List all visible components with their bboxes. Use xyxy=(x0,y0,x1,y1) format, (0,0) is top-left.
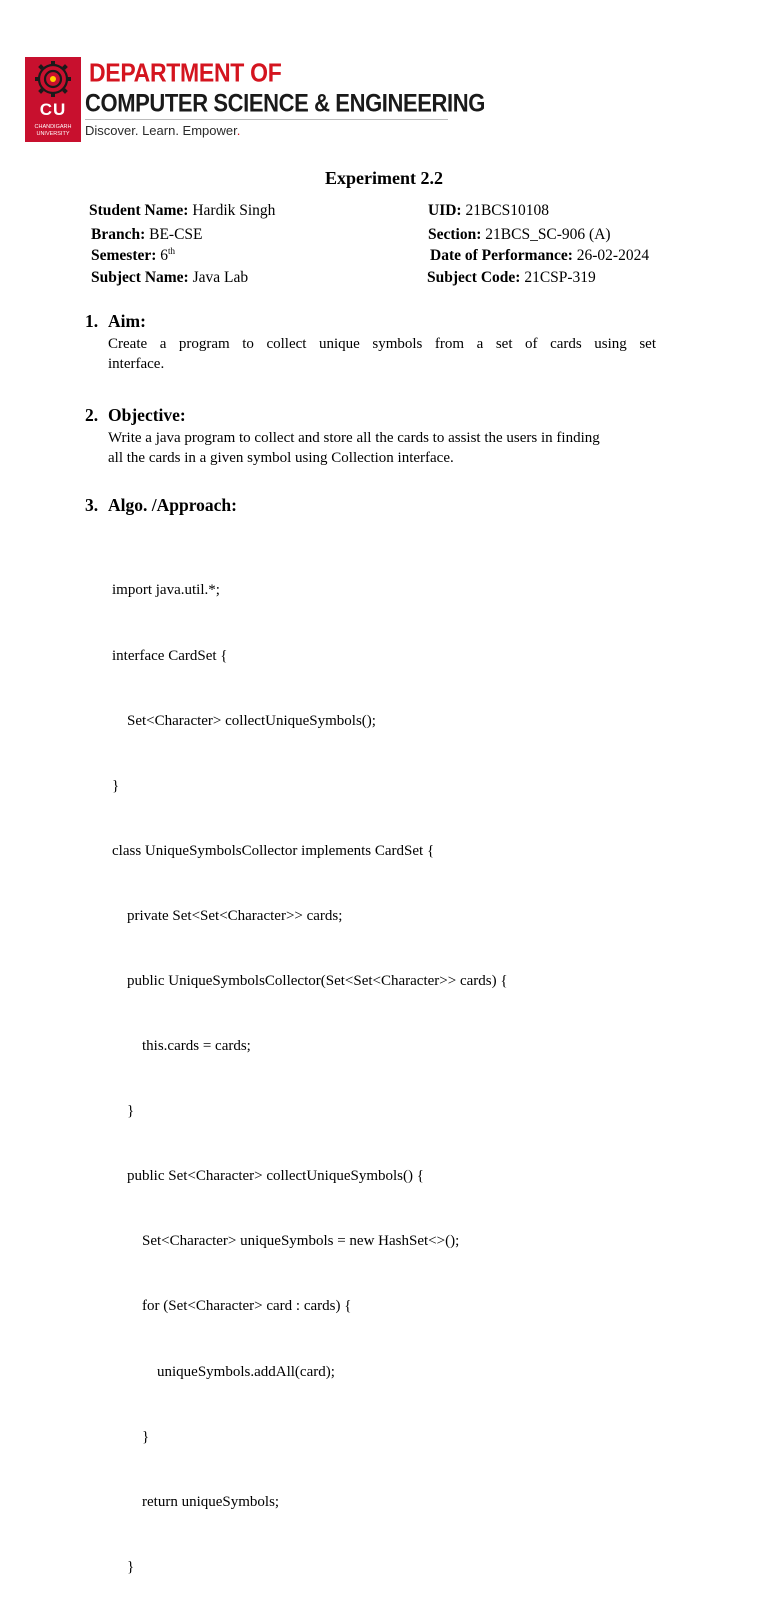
approach-number: 3. xyxy=(85,495,99,515)
objective-line1: Write a java program to collect and store all the cards to assist the users in finding xyxy=(108,430,600,446)
aim-number: 1. xyxy=(85,311,99,331)
code-line: uniqueSymbols.addAll(card); xyxy=(112,1363,335,1380)
code-line: this.cards = cards; xyxy=(112,1038,251,1055)
student-name-value: Hardik Singh xyxy=(192,202,276,219)
section-label: Section: xyxy=(428,226,482,243)
aim-heading-text: Aim: xyxy=(108,311,146,331)
logo-cu-text: CU xyxy=(39,100,67,119)
code-line: Set<Character> collectUniqueSymbols(); xyxy=(112,712,376,729)
uid-label: UID: xyxy=(428,202,462,219)
semester-suffix: th xyxy=(168,246,176,256)
code-line: public UniqueSymbolsCollector(Set<Set<Character>> cards) { xyxy=(112,972,508,989)
logo-university-text xyxy=(25,124,81,137)
branch-field xyxy=(91,226,203,244)
subject-code-label: Subject Code: xyxy=(427,269,521,286)
branch-value: BE-CSE xyxy=(149,226,203,243)
uid-field xyxy=(428,202,549,220)
semester-label: Semester: xyxy=(91,247,157,264)
code-line: } xyxy=(112,1558,135,1575)
objective-body xyxy=(108,428,678,468)
code-line: import java.util.*; xyxy=(112,582,220,599)
aim-line1: Create a program to collect unique symbols from a set of cards using set xyxy=(108,336,656,352)
aim-line2: interface. xyxy=(108,356,165,372)
subject-code-value: 21CSP-319 xyxy=(524,269,596,286)
approach-heading xyxy=(85,495,237,516)
code-line: return uniqueSymbols; xyxy=(112,1493,280,1510)
date-of-performance-value: 26-02-2024 xyxy=(576,247,650,264)
header-divider xyxy=(85,119,448,120)
objective-line2: all the cards in a given symbol using Collection interface. xyxy=(108,450,454,466)
subject-name-value: Java Lab xyxy=(192,269,249,286)
section-field xyxy=(428,226,611,244)
code-line: } xyxy=(112,1428,150,1445)
code-line: class UniqueSymbolsCollector implements CardSet { xyxy=(112,842,435,859)
code-line: public Set<Character> collectUniqueSymbols() { xyxy=(112,1168,424,1185)
semester-field xyxy=(91,247,175,265)
subject-name-label: Subject Name: xyxy=(91,269,189,286)
objective-heading-text: Objective: xyxy=(108,405,186,425)
university-logo xyxy=(25,57,81,142)
code-line: interface CardSet { xyxy=(112,647,228,664)
code-line: } xyxy=(112,1103,135,1120)
student-name-label: Student Name: xyxy=(89,202,189,219)
semester-value: 6 xyxy=(160,247,169,264)
approach-heading-text: Algo. /Approach: xyxy=(108,495,237,515)
aim-body xyxy=(108,334,656,374)
department-title-line1: DEPARTMENT OF xyxy=(89,58,282,88)
code-block xyxy=(112,537,508,1600)
subject-code-field xyxy=(427,269,596,287)
logo-subtext-line2: UNIVERSITY xyxy=(36,130,70,137)
date-of-performance-label: Date of Performance: xyxy=(430,247,573,264)
section-value: 21BCS_SC-906 (A) xyxy=(485,226,611,243)
code-line: } xyxy=(112,777,120,794)
tagline-period: . xyxy=(236,123,241,138)
branch-label: Branch: xyxy=(91,226,146,243)
student-name-field xyxy=(89,202,275,220)
tagline-text: Discover. Learn. Empower xyxy=(85,123,237,138)
code-line: for (Set<Character> card : cards) { xyxy=(112,1298,352,1315)
uid-value: 21BCS10108 xyxy=(465,202,550,219)
aim-heading xyxy=(85,311,146,332)
tagline xyxy=(85,123,240,138)
department-title-line2: COMPUTER SCIENCE & ENGINEERING xyxy=(85,89,485,117)
logo-subtext-line1: CHANDIGARH xyxy=(34,124,72,130)
gear-emblem-icon xyxy=(25,57,81,101)
code-line: Set<Character> uniqueSymbols = new HashSet<>(); xyxy=(112,1233,460,1250)
code-line: private Set<Set<Character>> cards; xyxy=(112,907,343,924)
experiment-title: Experiment 2.2 xyxy=(325,168,443,188)
date-of-performance-field xyxy=(430,247,649,265)
objective-number: 2. xyxy=(85,405,99,425)
objective-heading xyxy=(85,405,186,426)
subject-name-field xyxy=(91,269,248,287)
